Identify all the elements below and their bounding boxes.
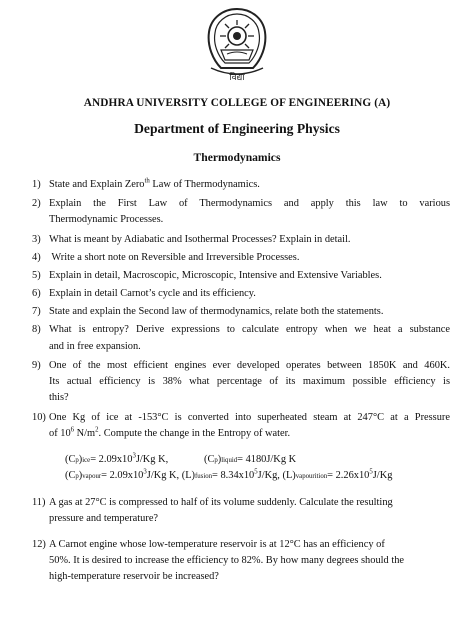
question-text: Explain in detail Carnot’s cycle and its efficiency. bbox=[49, 288, 256, 299]
question-text: Write a short note on Reversible and Irreversible Processes. bbox=[49, 252, 300, 263]
question-number: 9) bbox=[32, 360, 41, 371]
question-number: 5) bbox=[32, 270, 41, 281]
latent-heat-fusion: (L)fusion= $8.34x10^5J/Kg$, bbox=[181, 468, 280, 481]
department-title: Department of Engineering Physics bbox=[134, 121, 340, 136]
question-text-line: this? bbox=[49, 392, 69, 403]
property-line-1 bbox=[65, 453, 296, 468]
specific-heat-ice: $(Cp)ice= 2.09x10^3J/Kg$ K, bbox=[65, 452, 169, 465]
question-number: 6) bbox=[32, 288, 41, 299]
question-number: 8) bbox=[32, 324, 41, 335]
question-number: 1) bbox=[32, 179, 41, 190]
question-text-line: What is entropy? Derive expressions to calculate entropy when we heat a substance bbox=[49, 324, 450, 335]
question-number: 10) bbox=[32, 412, 46, 423]
subject-title: Thermodynamics bbox=[193, 151, 281, 164]
question-text-line: Explain the First Law of Thermodynamics and apply this law to various bbox=[49, 198, 450, 209]
latent-heat-vapourition: (L)vapourition= $2.26x10^5J/Kg$ bbox=[282, 468, 393, 481]
specific-heat-vapour: (Cp)vapour= $2.09x10^3J/Kg$ K, bbox=[65, 468, 180, 481]
question-number: 3) bbox=[32, 234, 41, 245]
question-text: State and explain the Second law of thermodynamics, relate both the statements. bbox=[49, 306, 384, 317]
question-text-line: high-temperature reservoir be increased? bbox=[49, 571, 219, 582]
question-number: 11) bbox=[32, 497, 46, 508]
question-text-line: One Kg of ice at -153°C is converted into superheated steam at 247°C at a Pressure bbox=[49, 412, 450, 423]
question-number: 7) bbox=[32, 306, 41, 317]
question-text-line: of $10^6$ $N/m^2$. Compute the change in the Entropy of water. bbox=[49, 426, 291, 439]
university-emblem-icon bbox=[205, 6, 269, 88]
question-number: 12) bbox=[32, 539, 46, 550]
question-number: 2) bbox=[32, 198, 41, 209]
question-text: Explain in detail, Macroscopic, Microscopic, Intensive and Extensive Variables. bbox=[49, 270, 382, 281]
emblem-motto: विद्या bbox=[229, 73, 245, 83]
question-text: What is meant by Adiabatic and Isothermal Processes? Explain in detail. bbox=[49, 234, 351, 245]
question-text-line: Its actual efficiency is 38% what percentage of its maximum possible efficiency is bbox=[49, 376, 450, 387]
question-text-line: and in free expansion. bbox=[49, 341, 141, 352]
question-text-line: Thermodynamic Processes. bbox=[49, 214, 164, 225]
question-text-line: 50%. It is desired to increase the efficiency to 82%. By how many degrees should the bbox=[49, 555, 405, 566]
question-text-line: pressure and temperature? bbox=[49, 513, 159, 524]
university-title: ANDHRA UNIVERSITY COLLEGE OF ENGINEERING (A) bbox=[83, 97, 391, 109]
question-text-line: A gas at 27°C is compressed to half of its volume suddenly. Calculate the resulting bbox=[49, 497, 393, 508]
specific-heat-liquid: (Cp)liquid= 4180J/Kg K bbox=[204, 454, 297, 465]
property-line-2 bbox=[65, 469, 392, 484]
question-text-line: A Carnot engine whose low-temperature reservoir is at 12°C has an efficiency of bbox=[49, 539, 385, 550]
question-text-line: One of the most efficient engines ever developed operates between 1850K and 460K. bbox=[49, 360, 450, 371]
question-number: 4) bbox=[32, 252, 41, 263]
question-text: State and Explain Zero$^{th}$ Law of Thermodynamics. bbox=[49, 177, 260, 190]
